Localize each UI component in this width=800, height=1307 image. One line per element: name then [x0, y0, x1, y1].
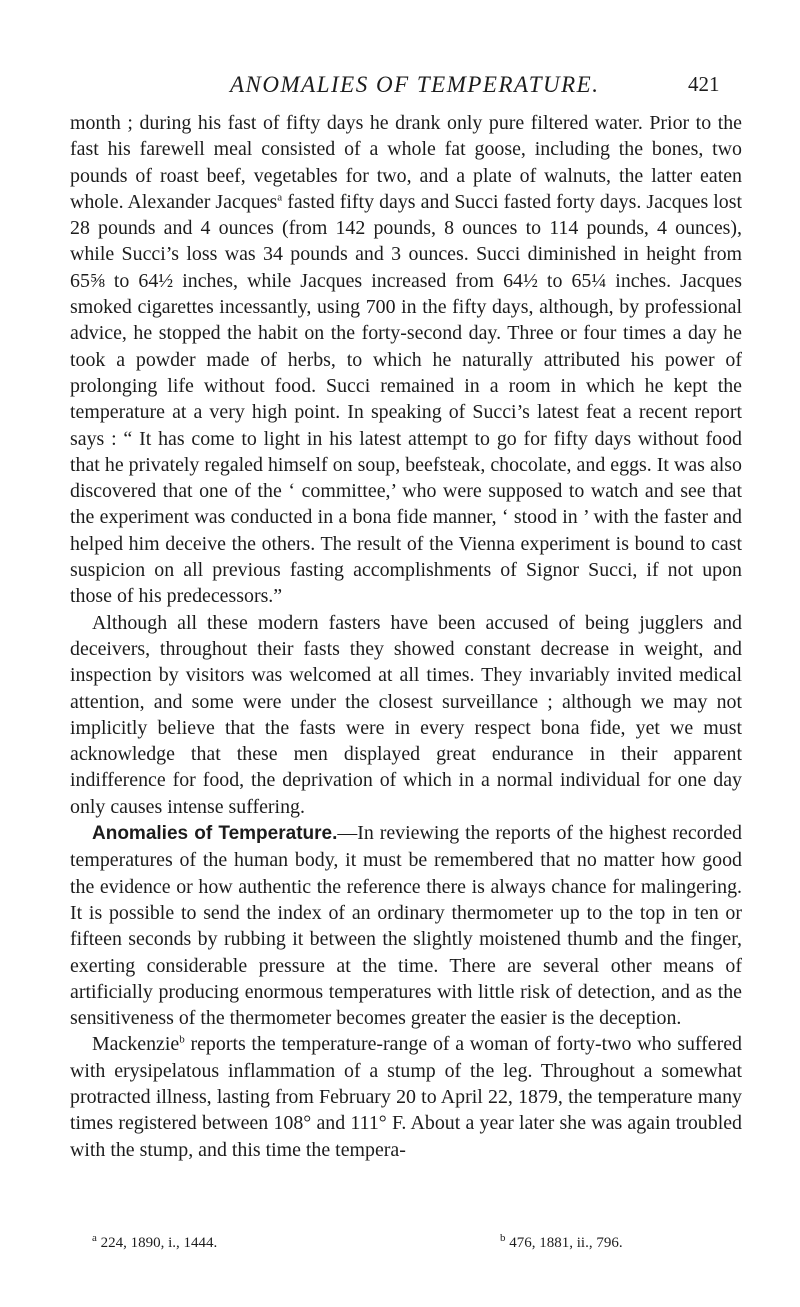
paragraph-fasting-continued [70, 110, 742, 610]
footnote-text: 476, 1881, ii., 796. [505, 1235, 623, 1251]
footnote-b [500, 1232, 623, 1252]
paragraph-temperature [70, 820, 742, 1031]
footnote-text: 224, 1890, i., 1444. [96, 1235, 218, 1251]
footnote-mark: b [500, 1232, 506, 1244]
paragraph-fasters: Although all these modern fasters have been accused of being jugglers and deceivers, throughout their fasts they showed constant decrease in weight, and inspection by visitors was welcomed at all times. They invariably invited medical attention, and some were under the closest surveillance ; although we may not implicitly believe that the fasts were in every respect bona fide, yet we must acknowledge that these men displayed great endurance in their apparent indifference for food, the deprivation of which in a normal individual for one day only causes intense suffering. [70, 611, 742, 818]
section-heading: Anomalies of Temperature. [92, 823, 338, 845]
footnote-mark: a [92, 1232, 97, 1244]
paragraph-text: reports the temperature-range of a woman of forty-two who suffered with erysipelatous inflammation of a stump of the leg. Throughout a somewhat protracted illness, lasting from February 20 to April 22, 1879, the temperature many times registered between 108° and 111° F. About a year later she was again troubled with the stump, and this time the tempera- [70, 1033, 742, 1161]
footnote-a [92, 1232, 218, 1252]
page-number: 421 [688, 72, 720, 96]
paragraph-text: Mackenzie [92, 1033, 180, 1056]
body-text [70, 110, 742, 1163]
running-title: ANOMALIES OF TEMPERATURE. [230, 72, 600, 97]
running-head [0, 72, 800, 100]
paragraph-text: —In reviewing the reports of the highest recorded temperatures of the human body, it must be remembered that no matter how good the evidence or how authentic the reference there is always chance for malingering. It is possible to send the index of an ordinary thermometer up to the top in ten or fifteen seconds by rubbing it between the slightly moistened thumb and the finger, exerting considerable pressure at the time. There are several other means of artificially producing enormous temperatures with little risk of detection, and as the sensitiveness of the thermometer becomes greater the easier is the deception. [70, 822, 742, 1030]
paragraph-text: fasted fifty days and Succi fasted forty days. Jacques lost 28 pounds and 4 ounces (from 142 pounds, 8 ounces to 114 pounds, 4 ounces), while Succi’s loss was 34 pounds and 3 ounces. Succi diminished in height from 65⅝ to 64½ inches, while Jacques increased from 64½ to 65¼ inches. Jacques smoked cigarettes incessantly, using 700 in the fifty days, although, by professional advice, he stopped the habit on the forty-second day. Three or four times a day he took a powder made of herbs, to which he naturally attributed his power of prolonging life without food. Succi remained in a room in which he kept the temperature at a very high point. In speaking of Succi’s latest feat a recent report says : “ It has come to light in his latest attempt to go for fifty days without food that he privately regaled himself on soup, beefsteak, chocolate, and eggs. It was also discovered that one of the ‘ committee,’ who were supposed to watch and see that the experiment was conducted in a bona fide manner, ‘ stood in ’ with the faster and helped him deceive the others. The result of the Vienna experiment is bound to cast suspicion on all previous fasting accomplishments of Signor Succi, if not upon those of his predecessors.” [70, 190, 742, 608]
paragraph-text: month ; during his fast of fifty days he drank only pure filtered water. Prior to the fast his farewell meal consisted of a whole fat goose, including the bones, two pounds of roast beef, vegetables for two, and a plate of walnuts, the latter eaten whole. Alexander Jacques [70, 112, 742, 213]
paragraph-mackenzie [70, 1031, 742, 1162]
footnote-ref-b[interactable]: b [179, 1033, 185, 1046]
footnote-ref-a[interactable]: a [277, 191, 283, 204]
